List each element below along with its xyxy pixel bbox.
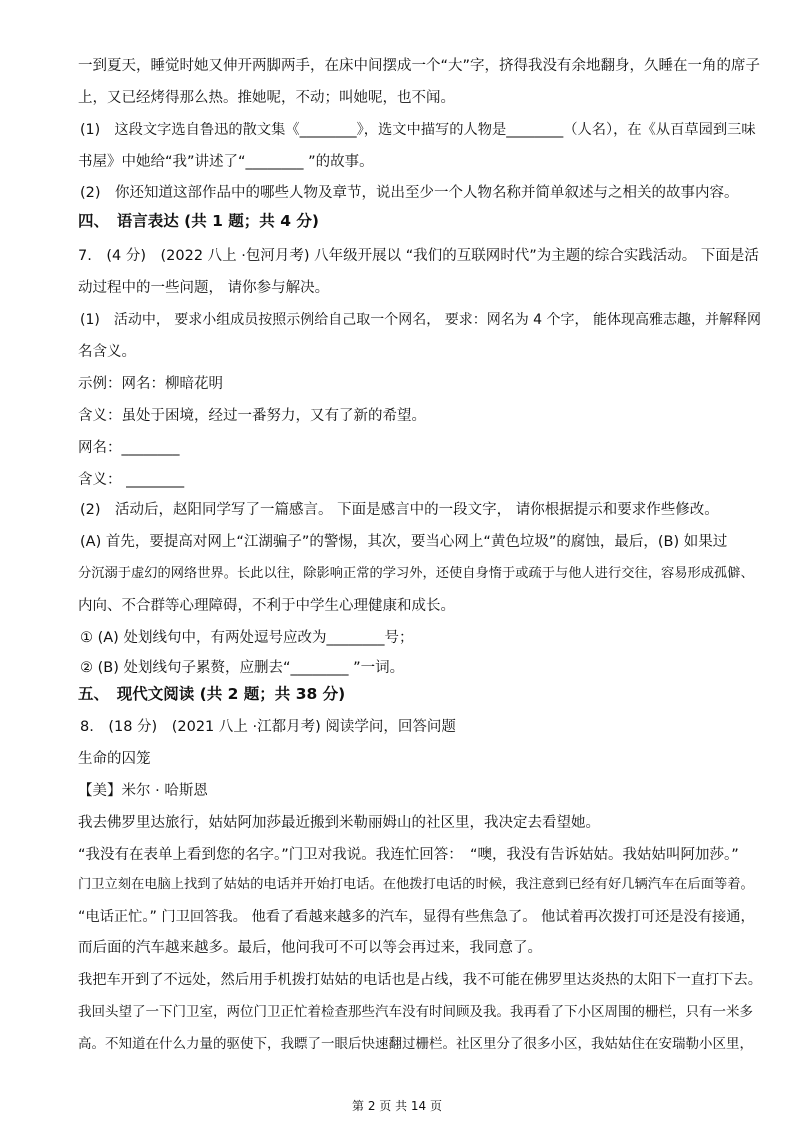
question-1: (1) 这段文字选自鲁迅的散文集《________》，选文中描写的人物是________（人名），在《从百草园到三味 <box>80 122 756 138</box>
text-line: 一到夏天，睡觉时她又伸开两脚两手，在床中间摆成一个“大”字，挤得我没有余地翻身，久睡在一角的席子 <box>78 58 761 74</box>
text-line: 书屋》中她给“我”讲述了“________ ”的故事。 <box>78 154 374 170</box>
text-line: 我回头望了一下门卫室，两位门卫正忙着检查那些汽车没有时间顾及我。我再看了下小区周围的栅栏，只有一米多 <box>78 1004 753 1020</box>
question-7-2: (2) 活动后，赵阳同学写了一篇感言。 下面是感言中的一段文字， 请你根据提示和要求作些修改。 <box>80 502 719 518</box>
text-line: 名含义。 <box>78 344 136 360</box>
text-line: 上，又已经烤得那么热。推她呢，不动；叫她呢，也不闻。 <box>78 90 455 106</box>
question-7: 7. (4 分) (2022 八上 ·包河月考) 八年级开展以 “我们的互联网时代”为主题的综合实践活动。 下面是活 <box>78 248 759 264</box>
example-line: 示例：网名：柳暗花明 <box>78 376 223 392</box>
answer-blank: 含义： ________ <box>78 472 185 488</box>
sub-question: ② (B) 处划线句子累赘，应删去“________ ”一词。 <box>80 660 405 676</box>
text-line: “电话正忙。” 门卫回答我。 他看了看越来越多的汽车，显得有些焦急了。 他试着再次拨打可还是没有接通， <box>78 909 755 925</box>
page-footer: 第 2 页 共 14 页 <box>352 1099 442 1113</box>
question-8: 8. (18 分) (2021 八上 ·江都月考) 阅读学问，回答问题 <box>80 719 456 735</box>
text-line: 内向、不合群等心理障碍，不利于中学生心理健康和成长。 <box>78 598 455 614</box>
section-heading: 四、 语言表达 (共 1 题；共 4 分) <box>78 212 319 230</box>
article-title: 生命的囚笼 <box>78 751 151 767</box>
text-line: 而后面的汽车越来越多。最后，他问我可不可以等会再过来，我同意了。 <box>78 940 542 956</box>
text-line: 门卫立刻在电脑上找到了姑姑的电话并开始打电话。在他拨打电话的时候，我注意到已经有好几辆汽车在后面等着。 <box>78 877 754 892</box>
text-line: 分沉溺于虚幻的网络世界。长此以往，除影响正常的学习外，还使自身惰于或疏于与他人进行交往，容易形成孤僻、 <box>78 566 754 581</box>
article-author: 【美】米尔 · 哈斯恩 <box>78 783 208 799</box>
text-line: 高。不知道在什么力量的驱使下，我瞟了一眼后快速翻过栅栏。社区里分了很多小区，我姑姑住在安瑞勒小区里， <box>78 1036 753 1052</box>
text-line: 我去佛罗里达旅行，姑姑阿加莎最近搬到米勒丽姆山的社区里，我决定去看望她。 <box>78 815 600 831</box>
sub-question: ① (A) 处划线句中，有两处逗号应改为________号； <box>80 630 414 646</box>
example-line: 含义：虽处于困境，经过一番努力，又有了新的希望。 <box>78 408 426 424</box>
answer-blank: 网名：________ <box>78 440 180 456</box>
text-line: 我把车开到了不远处，然后用手机拨打姑姑的电话也是占线，我不可能在佛罗里达炎热的太阳下一直打下去。 <box>78 972 763 988</box>
text-line: 动过程中的一些问题， 请你参与解决。 <box>78 280 330 296</box>
question-2: (2) 你还知道这部作品中的哪些人物及章节，说出至少一个人物名称并简单叙述与之相关的故事内容。 <box>80 185 739 201</box>
text-line: “我没有在表单上看到您的名字。”门卫对我说。我连忙回答： “噢，我没有告诉姑姑。我姑姑叫阿加莎。” <box>78 847 739 863</box>
text-line: (A) 首先，要提高对网上“江湖骗子”的警惕，其次，要当心网上“黄色垃圾”的腐蚀，最后，(B) 如果过 <box>80 534 728 550</box>
section-heading: 五、 现代文阅读 (共 2 题；共 38 分) <box>78 685 346 703</box>
question-7-1: (1) 活动中， 要求小组成员按照示例给自己取一个网名， 要求：网名为 4 个字， 能体现高雅志趣，并解释网 <box>80 312 761 328</box>
